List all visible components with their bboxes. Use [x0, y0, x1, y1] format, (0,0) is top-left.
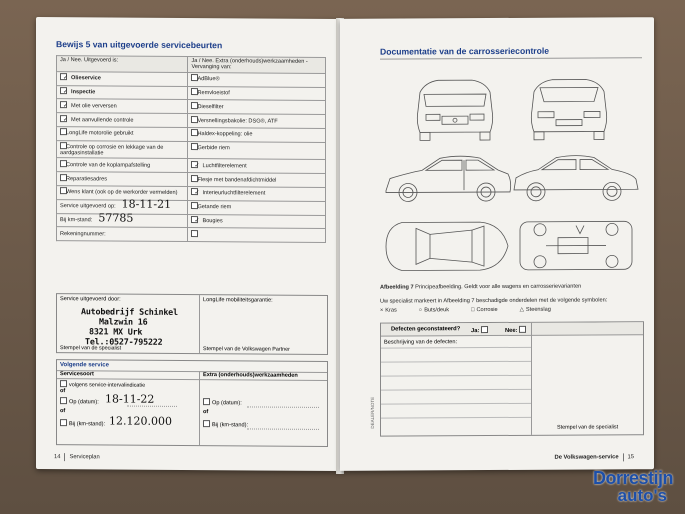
service-row-right — [188, 159, 326, 174]
row-label: Controle op corrosie en lekkage van de aardgasinstallatie — [60, 144, 164, 157]
extra-label: Getande riem — [197, 204, 232, 211]
service-row-right — [188, 86, 326, 101]
next-km-checkbox[interactable] — [60, 419, 67, 426]
check-mark: ✓ — [63, 115, 69, 123]
right-page-number: 15 — [623, 453, 638, 461]
check-mark: ✓ — [63, 74, 69, 82]
left-page-number: 14 — [50, 453, 65, 461]
service-row-right — [188, 100, 326, 115]
symbol-instruction: Uw specialist markeert in Afbeelding 7 beschadigde onderdelen met de volgende symbolen: — [380, 297, 608, 305]
defects-description-label: Beschrijving van de defecten: — [384, 339, 458, 346]
or-label-1: of — [60, 388, 66, 395]
interval-checkbox[interactable] — [60, 380, 67, 387]
next-date-handwritten: 18-11-22 — [105, 392, 155, 406]
check-mark: ✓ — [194, 189, 200, 197]
service-row-right — [188, 127, 326, 142]
right-km-field: Bij (km-stand): — [203, 420, 248, 428]
field-label: Service uitgevoerd op: — [60, 203, 116, 210]
service-row-left — [57, 126, 188, 141]
service-row-left — [57, 158, 188, 173]
symbol-glyph: □ — [471, 307, 475, 314]
extra-label: Dieselfilter — [197, 103, 224, 110]
defects-no: Nee: — [505, 326, 528, 334]
symbol-item — [471, 307, 498, 313]
figure-caption-line — [380, 284, 581, 291]
row-label: LongLife motorolie gebruikt — [66, 130, 134, 137]
service-row-left — [57, 213, 188, 228]
service-row-right — [188, 214, 326, 229]
service-by-block — [56, 293, 328, 355]
check-mark: ✓ — [63, 88, 69, 96]
left-page — [36, 17, 340, 471]
row-label: Met olie verversen — [71, 102, 117, 110]
right-footer-label: De Volkswagen-service — [554, 454, 619, 461]
extra-label: Interieurluchtfilterelement — [202, 190, 266, 197]
extra-label: Luchtfilterelement — [202, 162, 247, 170]
or-label-3: of — [203, 409, 209, 416]
figure-text: Principeafbeelding. Geldt voor alle wagens en carrosserievarianten — [415, 283, 582, 291]
service-row-right — [188, 200, 326, 215]
dealer-stamp-phone: Tel.:0527-795222 — [85, 336, 163, 347]
next-service-col2: Extra (onderhouds)werkzaamheden — [203, 372, 298, 379]
dealer-stamp-city: 8321 MX Urk — [89, 326, 143, 337]
longlife-label: LongLife mobiliteitsgarantie: — [203, 297, 273, 304]
check-mark: ✓ — [63, 101, 69, 109]
col-left-header: Ja / Nee. Uitgevoerd is: — [57, 56, 188, 73]
service-by-label: Service uitgevoerd door: — [60, 296, 121, 303]
right-page-title: Documentatie van de carrosseriecontrole — [380, 45, 550, 57]
defects-yes: Ja: — [471, 326, 490, 334]
service-row-left — [57, 227, 188, 242]
symbol-item — [380, 308, 397, 314]
row-label: Met aanvullende controle — [71, 116, 134, 124]
symbol-label: Kras — [385, 307, 397, 314]
defects-no-checkbox[interactable] — [519, 326, 526, 333]
symbol-legend — [380, 307, 551, 314]
right-footer — [555, 453, 642, 461]
watermark-line1: Dorrestijn — [592, 468, 673, 488]
stamp-partner-label: Stempel van de Volkswagen Partner — [203, 346, 290, 353]
defects-yes-checkbox[interactable] — [481, 326, 488, 333]
figure-caption: Afbeelding 7 — [380, 284, 414, 291]
watermark-line2: auto's — [617, 486, 667, 505]
service-row-left — [57, 113, 188, 128]
vertical-code: DEALER/NOTE — [370, 396, 375, 429]
service-row-right — [188, 187, 326, 202]
next-date-field: Op (datum): — [60, 397, 99, 405]
symbol-label: Buts/deuk — [424, 307, 450, 314]
symbol-glyph: △ — [519, 306, 524, 313]
field-label: Bij km-stand: — [60, 217, 93, 224]
service-row — [57, 140, 326, 160]
car-outline-drawing — [380, 61, 642, 276]
right-date-field: Op (datum): — [203, 398, 242, 406]
next-service-title: Volgende service — [60, 362, 109, 369]
row-label: Reparatiesadres — [66, 175, 108, 183]
next-km-field: Bij (km-stand): — [60, 419, 105, 427]
extra-label: Remvloeistof — [197, 90, 230, 97]
next-km-handwritten: 12.120.000 — [109, 414, 172, 428]
right-date-checkbox[interactable] — [203, 398, 210, 405]
extra-label: Flesje met bandenafdichtmiddel — [197, 176, 277, 184]
right-page — [340, 17, 654, 471]
service-row-right — [188, 114, 326, 129]
handwritten-value: 57785 — [98, 211, 134, 225]
row-label: Wens klant (ook op de werkorder vermelden) — [66, 189, 178, 197]
service-row-left — [57, 85, 188, 100]
extra-label: AdBlue® — [197, 76, 220, 83]
right-stamp-label: Stempel van de specialist — [557, 424, 619, 431]
left-page-title: Bewijs 5 van uitgevoerde servicebeurten — [56, 39, 223, 51]
defects-question: Defecten geconstateerd? — [391, 326, 461, 333]
service-row-right — [188, 228, 326, 243]
interval-option: volgens service-intervalindicatie — [60, 380, 145, 389]
check-mark: ✓ — [194, 217, 200, 225]
symbol-glyph: ○ — [418, 307, 423, 314]
symbol-label: Steenslag — [525, 306, 551, 313]
service-row-right — [188, 141, 326, 160]
service-row-right — [188, 173, 326, 188]
handwritten-value: 18-11-21 — [121, 197, 172, 212]
service-row-left — [57, 140, 188, 159]
defects-block — [380, 321, 644, 436]
car-diagram — [380, 61, 642, 276]
service-row-left — [57, 71, 188, 86]
check-mark: ✓ — [194, 161, 200, 169]
symbol-glyph: × — [380, 307, 384, 314]
symbol-item — [520, 307, 551, 313]
service-row-left — [57, 99, 188, 114]
service-table — [56, 55, 326, 243]
extra-label: Versnellingsbakolie: DSG®, ATF — [197, 117, 278, 125]
row-label: Olieservice — [71, 75, 101, 82]
symbol-label: Corrosie — [476, 306, 498, 314]
dealer-watermark-logo — [593, 469, 673, 504]
next-service-block — [56, 359, 328, 447]
symbol-item — [419, 307, 449, 313]
stamp-specialist-label: Stempel van de specialist — [60, 345, 122, 352]
block-divider — [199, 295, 200, 353]
right-km-checkbox[interactable] — [203, 420, 210, 427]
extra-checkbox[interactable] — [191, 230, 198, 237]
next-date-checkbox[interactable] — [60, 397, 67, 404]
col-right-header: Ja / Nee. Extra (onderhouds)werkzaamheden - Vervanging van: — [188, 56, 326, 73]
extra-label: Haldex-koppeling: olie — [197, 131, 253, 138]
left-footer-label: Serviceplan — [69, 454, 100, 461]
service-row-right — [188, 72, 326, 87]
service-row-left — [57, 172, 188, 187]
left-footer — [50, 453, 100, 461]
row-label: Inspectie — [71, 89, 96, 96]
field-label: Rekeningnummer: — [60, 230, 106, 238]
service-row — [57, 227, 326, 243]
next-service-col1: Servicesoort — [60, 371, 94, 378]
or-label-2: of — [60, 408, 66, 415]
row-label: Controle van de koplampafstelling — [66, 162, 151, 169]
extra-label: Bougies — [202, 218, 223, 225]
dealer-stamp-name: Autobedrijf Schinkel — [81, 306, 178, 317]
extra-label: Gerbide riem — [197, 145, 230, 152]
dealer-stamp-street: Malzwin 16 — [99, 316, 148, 327]
